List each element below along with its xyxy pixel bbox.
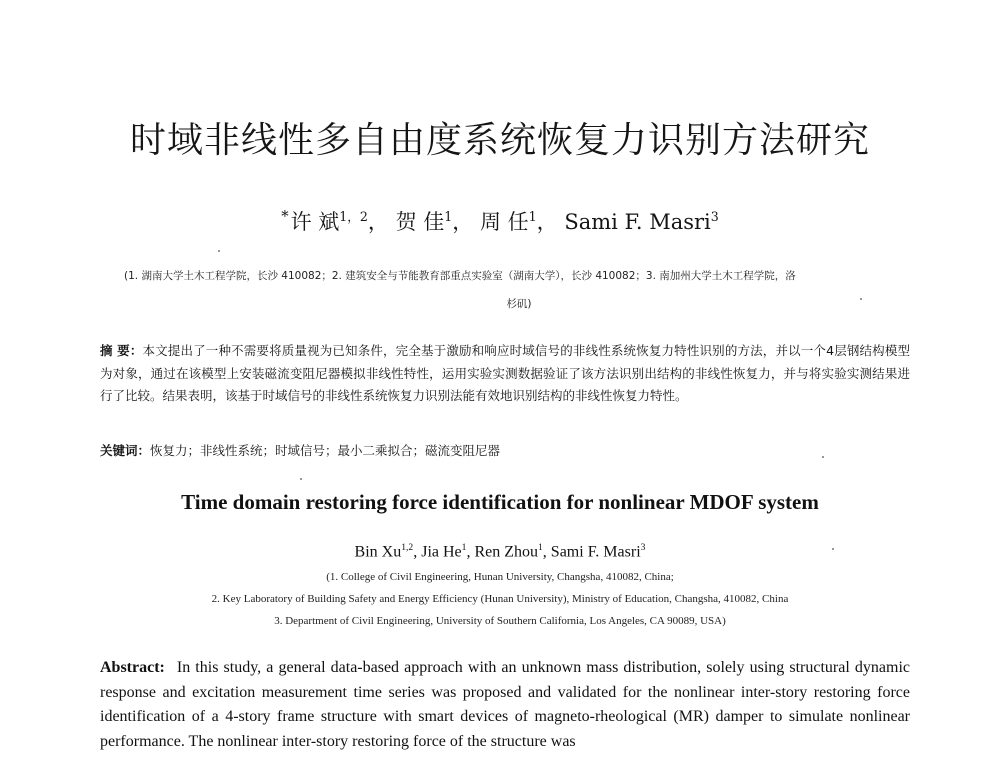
english-authors: Bin Xu$^{1,2}$, Jia He$^1$, Ren Zhou$^1$, Sami F. Masri$^3$: [354, 542, 646, 561]
author-cn-sup: 1: [444, 209, 453, 224]
affiliation-en-line: 2. Key Laboratory of Building Safety and Energy Efficiency (Hunan University), Ministry of Education, Changsha, 410082, China: [211, 593, 789, 605]
author-en-sup: 3: [640, 542, 646, 553]
scan-speck: [300, 478, 302, 480]
author-cn-name: Sami F. Masri: [564, 210, 711, 234]
chinese-affiliations: [124, 262, 914, 318]
author-en-name: Bin Xu: [354, 543, 402, 561]
abstract-en-text: In this study, a general data-based approach with an unknown mass distribution, solely using structural dynamic response and excitation measurement time series was proposed and validated for the nonlinear inter-story restoring force identification of a 4-story frame structure with smart devices of magneto-rheological (MR) damper to simulate nonlinear performance. The nonlinear inter-story restoring force of the structure was: [100, 659, 910, 750]
english-abstract: [100, 656, 910, 754]
keywords-cn-label: 关键词：: [100, 443, 151, 458]
scan-speck: [822, 456, 824, 458]
abstract-cn-text: 本文提出了一种不需要将质量视为已知条件，完全基于激励和响应时域信号的非线性系统恢复力特性识别的方法，并以一个4层钢结构模型为对象，通过在该模型上安装磁流变阻尼器模拟非线性特性，运用实验实测数据验证了该方法识别出结构的非线性恢复力，并与将实验实测结果进行了比较。结果表明，该基于时域信号的非线性系统恢复力识别法能有效地识别结构的非线性恢复力特性。: [100, 343, 910, 403]
abstract-en-label: Abstract:: [100, 659, 165, 676]
author-cn-name: 贺 佳: [395, 210, 445, 234]
scan-speck: [832, 548, 834, 550]
scan-speck: [860, 298, 862, 300]
english-title: Time domain restoring force identification for nonlinear MDOF system: [181, 490, 819, 514]
affiliation-cn-line: (1. 湖南大学土木工程学院，长沙 410082；2. 建筑安全与节能教育部重点实验室（湖南大学），长沙 410082；3. 南加州大学土木工程学院，洛: [124, 270, 796, 282]
author-cn-sup: 1: [528, 209, 537, 224]
chinese-authors: *许 斌$^{1,2}$， 贺 佳$^1$， 周 任$^1$， Sami F. Masri$^3$: [281, 208, 719, 234]
scan-speck: [218, 250, 220, 252]
affiliation-cn-line: 杉矶): [506, 298, 532, 310]
abstract-cn-label: 摘 要：: [100, 343, 143, 358]
affiliation-en-line: (1. College of Civil Engineering, Hunan University, Changsha, 410082, China;: [326, 571, 674, 583]
english-affiliations: [0, 566, 1000, 632]
affiliation-en-line: 3. Department of Civil Engineering, University of Southern California, Los Angeles, CA 90089, USA): [274, 615, 726, 627]
author-en-sup: 1,2: [401, 542, 414, 553]
author-en-name: Jia He: [421, 543, 462, 561]
author-en-sup: 1: [538, 542, 543, 553]
author-en-sup: 1: [461, 542, 467, 553]
chinese-abstract: [100, 340, 910, 408]
author-cn-sup: 1，2: [339, 209, 368, 224]
author-en-name: Ren Zhou: [474, 543, 538, 561]
author-en-name: Sami F. Masri: [550, 543, 641, 561]
author-cn-name: 许 斌: [290, 210, 340, 234]
keywords-cn-text: 恢复力；非线性系统；时域信号；最小二乘拟合；磁流变阻尼器: [150, 443, 501, 458]
author-cn-name: 周 任: [479, 210, 529, 234]
chinese-title: 时域非线性多自由度系统恢复力识别方法研究: [129, 120, 870, 161]
chinese-keywords: [100, 440, 910, 462]
corresponding-mark: *: [281, 208, 289, 225]
author-cn-sup: 3: [710, 209, 719, 224]
